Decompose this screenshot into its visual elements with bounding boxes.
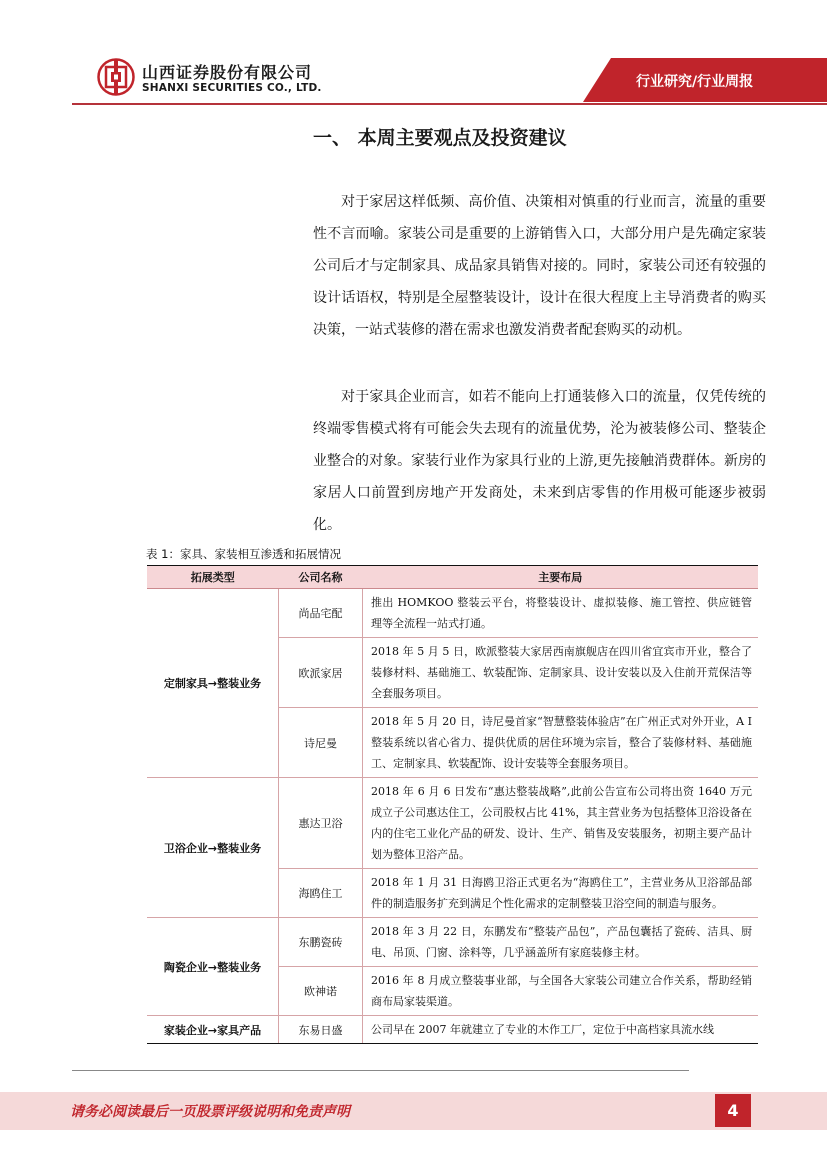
company-cell: 诗尼曼 bbox=[279, 708, 363, 778]
expansion-table bbox=[147, 565, 758, 1044]
layout-cell: 公司早在 2007 年就建立了专业的木作工厂，定位于中高档家具流水线 bbox=[363, 1016, 759, 1044]
company-logo-icon bbox=[97, 58, 135, 96]
company-name-en: SHANXI SECURITIES CO., LTD. bbox=[142, 82, 322, 94]
table-header-cell: 拓展类型 bbox=[147, 566, 279, 589]
layout-cell: 推出 HOMKOO 整装云平台，将整装设计、虚拟装修、施工管控、供应链管理等全流程一站式打通。 bbox=[363, 589, 759, 638]
company-cell: 海鸥住工 bbox=[279, 869, 363, 918]
report-type-label: 行业研究/行业周报 bbox=[636, 74, 754, 90]
company-cell: 欧神诺 bbox=[279, 967, 363, 1016]
body-paragraph: 对于家具企业而言，如若不能向上打通装修入口的流量，仅凭传统的终端零售模式将有可能会失去现有的流量优势，沦为被装修公司、整装企业整合的对象。家装行业作为家具行业的上游,更先接触消费群体。新房的家居人口前置到房地产开发商处，未来到店零售的作用极可能逐步被弱化。 bbox=[313, 389, 766, 533]
layout-cell: 2018 年 3 月 22 日，东鹏发布“整装产品包”，产品包囊括了瓷砖、洁具、厨电、吊顶、门窗、涂料等，几乎涵盖所有家庭装修主材。 bbox=[363, 918, 759, 967]
expansion-type-cell: 卫浴企业→整装业务 bbox=[147, 778, 279, 918]
layout-cell: 2018 年 1 月 31 日海鸥卫浴正式更名为“海鸥住工”，主营业务从卫浴部品部件的制造服务扩充到满足个性化需求的定制整装卫浴空间的制造与服务。 bbox=[363, 869, 759, 918]
table-header-cell: 公司名称 bbox=[279, 566, 363, 589]
section-title: 一、 本周主要观点及投资建议 bbox=[313, 127, 567, 149]
table-row bbox=[147, 778, 758, 869]
footer-divider bbox=[72, 1070, 689, 1071]
table-header-row bbox=[147, 566, 758, 589]
expansion-type-cell: 陶瓷企业→整装业务 bbox=[147, 918, 279, 1016]
company-cell: 东易日盛 bbox=[279, 1016, 363, 1044]
header-divider bbox=[72, 103, 827, 105]
table-row bbox=[147, 1016, 758, 1044]
company-name-cn: 山西证券股份有限公司 bbox=[142, 63, 313, 82]
table-header-cell: 主要布局 bbox=[363, 566, 759, 589]
layout-cell: 2018 年 6 月 6 日发布“惠达整装战略”,此前公告宣布公司将出资 1640 万元成立子公司惠达住工，公司股权占比 41%，其主营业务为包括整体卫浴设备在内的住宅工业化产品的研发、设计、生产、销售及安装服务，初期主要产品计划为整体卫浴产品。 bbox=[363, 778, 759, 869]
company-cell: 欧派家居 bbox=[279, 638, 363, 708]
body-paragraph: 对于家居这样低频、高价值、决策相对慎重的行业而言，流量的重要性不言而喻。家装公司是重要的上游销售入口，大部分用户是先确定家装公司后才与定制家具、成品家具销售对接的。同时，家装公司还有较强的设计话语权，特别是全屋整装设计，设计在很大程度上主导消费者的购买决策，一站式装修的潜在需求也激发消费者配套购买的动机。 bbox=[313, 194, 766, 338]
page-number: 4 bbox=[715, 1094, 751, 1127]
layout-cell: 2018 年 5 月 20 日，诗尼曼首家“智慧整装体验店”在广州正式对外开业，A I 整装系统以省心省力、提供优质的居住环境为宗旨，整合了装修材料、基础施工、定制家具、软装配饰、设计安装等全套服务项目。 bbox=[363, 708, 759, 778]
company-cell: 尚品宅配 bbox=[279, 589, 363, 638]
expansion-type-cell: 家装企业→家具产品 bbox=[147, 1016, 279, 1044]
table-row bbox=[147, 918, 758, 967]
table-row bbox=[147, 589, 758, 638]
page-header bbox=[0, 0, 827, 110]
expansion-type-cell: 定制家具→整装业务 bbox=[147, 589, 279, 778]
disclaimer-text: 请务必阅读最后一页股票评级说明和免责声明 bbox=[70, 1104, 350, 1120]
company-cell: 东鹏瓷砖 bbox=[279, 918, 363, 967]
company-cell: 惠达卫浴 bbox=[279, 778, 363, 869]
layout-cell: 2016 年 8 月成立整装事业部，与全国各大家装公司建立合作关系，帮助经销商布局家装渠道。 bbox=[363, 967, 759, 1016]
table-caption: 表 1：家具、家装相互渗透和拓展情况 bbox=[146, 547, 341, 561]
layout-cell: 2018 年 5 月 5 日，欧派整装大家居西南旗舰店在四川省宜宾市开业，整合了装修材料、基础施工、软装配饰、定制家具、设计安装以及入住前开荒保洁等全套服务项目。 bbox=[363, 638, 759, 708]
